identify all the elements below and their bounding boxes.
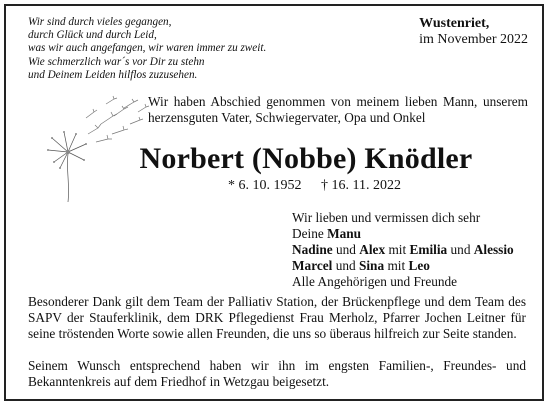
poem xyxy=(28,16,328,82)
name: Nadine xyxy=(292,242,333,257)
poem-line: und Deinem Leiden hilflos zuzusehen. xyxy=(28,68,198,81)
obituary-notice xyxy=(4,4,544,401)
text: und xyxy=(450,242,471,257)
text: mit xyxy=(387,258,406,273)
closing-paragraph: Seinem Wunsch entsprechend haben wir ihn im engsten Familien-, Freundes- und Bekanntenkreis auf dem Friedhof in Wetzgau beigesetzt. xyxy=(28,358,526,389)
text: und xyxy=(335,242,356,257)
life-dates xyxy=(228,178,401,194)
deceased-name: Norbert (Nobbe) Knödler xyxy=(139,142,473,175)
death-date: † 16. 11. 2022 xyxy=(321,178,401,193)
name: Alex xyxy=(359,242,386,257)
name: Leo xyxy=(408,258,430,273)
mourners-line: Wir lieben und vermissen dich sehr xyxy=(292,210,481,225)
birth-date: * 6. 10. 1952 xyxy=(228,178,302,193)
mourners-line xyxy=(292,226,542,242)
date: im November 2022 xyxy=(419,32,528,47)
mourners-line xyxy=(292,242,542,258)
poem-line: durch Glück und durch Leid, xyxy=(28,29,157,42)
text: mit xyxy=(388,242,407,257)
intro-text: Wir haben Abschied genommen von meinem lieben Mann, unserem herzensguten Vater, Schwiegervater, Opa und Onkel xyxy=(148,94,528,125)
name: Marcel xyxy=(292,258,333,273)
name: Emilia xyxy=(409,242,448,257)
poem-line: Wir sind durch vieles gegangen, xyxy=(28,16,172,28)
name: Manu xyxy=(327,226,362,241)
poem-line: Wie schmerzlich war´s vor Dir zu stehn xyxy=(28,55,205,68)
mourners-line: Alle Angehörigen und Freunde xyxy=(292,274,458,289)
text: Deine xyxy=(292,226,324,241)
text: und xyxy=(335,258,356,273)
poem-line: was wir auch angefangen, wir waren immer zu zweit. xyxy=(28,42,267,55)
place: Wustenriet, xyxy=(419,16,490,31)
name: Alessio xyxy=(473,242,514,257)
place-date xyxy=(419,16,528,48)
thanks-paragraph: Besonderer Dank gilt dem Team der Palliativ Station, der Brückenpflege und dem Team des SAPV der Stauferklinik, dem DRK Pflegedienst Frau Merholz, Pfarrer Jochen Leitner für seine tröstenden Worte sowie allen Freunden, die uns so überaus hilfreich zur Seite standen. xyxy=(28,294,526,341)
mourners-list xyxy=(292,210,542,290)
name: Sina xyxy=(358,258,385,273)
mourners-line xyxy=(292,258,542,274)
